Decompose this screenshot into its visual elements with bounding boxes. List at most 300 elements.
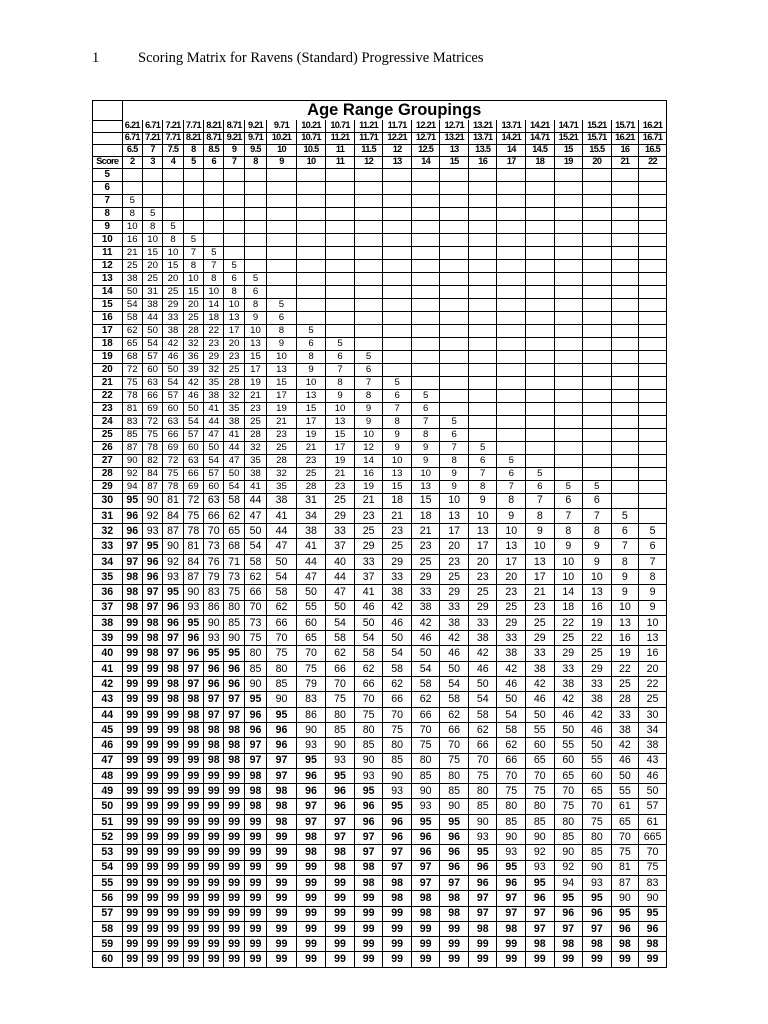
percentile-cell: 50	[554, 722, 583, 737]
percentile-cell: 61	[639, 814, 667, 829]
group-number-cell: 15	[440, 156, 469, 168]
percentile-cell: 8	[224, 285, 244, 298]
percentile-cell	[354, 285, 383, 298]
age-to-cell: 14.71	[526, 132, 555, 144]
age-from-cell: 9.21	[244, 120, 266, 132]
percentile-cell: 80	[326, 707, 355, 722]
percentile-cell: 93	[526, 860, 555, 875]
percentile-cell	[497, 389, 526, 402]
percentile-cell: 50	[354, 615, 383, 630]
percentile-cell: 75	[440, 753, 469, 768]
percentile-cell	[639, 376, 667, 389]
table-row	[93, 298, 667, 311]
percentile-cell	[554, 181, 583, 194]
percentile-cell	[526, 311, 555, 324]
score-cell: 16	[93, 311, 123, 324]
percentile-cell: 44	[267, 524, 297, 539]
percentile-cell: 9	[383, 428, 412, 441]
age-mid-cell: 15	[554, 144, 583, 156]
percentile-cell: 29	[440, 585, 469, 600]
percentile-cell	[583, 272, 612, 285]
percentile-cell: 98	[583, 937, 612, 952]
percentile-cell: 90	[142, 493, 162, 508]
percentile-cell: 42	[497, 661, 526, 676]
percentile-cell: 98	[383, 891, 412, 906]
percentile-cell	[554, 363, 583, 376]
score-cell: 46	[93, 738, 123, 753]
percentile-cell: 96	[411, 845, 440, 860]
percentile-cell: 93	[296, 738, 326, 753]
percentile-cell: 99	[163, 921, 183, 936]
percentile-cell	[326, 298, 355, 311]
percentile-cell: 50	[183, 402, 203, 415]
percentile-cell	[583, 324, 612, 337]
score-cell: 20	[93, 363, 123, 376]
percentile-cell	[639, 233, 667, 246]
percentile-cell	[554, 428, 583, 441]
percentile-cell: 99	[244, 952, 266, 967]
percentile-cell: 50	[526, 707, 555, 722]
percentile-cell	[411, 207, 440, 220]
percentile-cell	[583, 467, 612, 480]
percentile-cell	[526, 454, 555, 467]
percentile-cell	[440, 246, 469, 259]
percentile-cell: 66	[354, 677, 383, 692]
percentile-cell: 57	[163, 389, 183, 402]
age-mid-cell: 12	[383, 144, 412, 156]
percentile-cell	[354, 220, 383, 233]
percentile-cell: 99	[296, 921, 326, 936]
group-number-cell: 21	[611, 156, 639, 168]
percentile-cell: 8	[204, 272, 224, 285]
percentile-cell: 84	[163, 508, 183, 523]
percentile-cell: 7	[354, 376, 383, 389]
percentile-cell: 90	[497, 830, 526, 845]
age-to-cell: 10.21	[267, 132, 297, 144]
percentile-cell: 99	[440, 937, 469, 952]
percentile-cell: 47	[267, 539, 297, 554]
percentile-cell: 99	[296, 891, 326, 906]
percentile-cell: 96	[383, 814, 412, 829]
percentile-cell: 7	[326, 363, 355, 376]
percentile-cell: 99	[163, 707, 183, 722]
percentile-cell: 55	[554, 738, 583, 753]
percentile-cell: 25	[639, 692, 667, 707]
percentile-cell: 99	[142, 768, 162, 783]
percentile-cell: 99	[354, 952, 383, 967]
score-cell: 9	[93, 220, 123, 233]
percentile-cell: 60	[296, 615, 326, 630]
percentile-cell: 10	[554, 569, 583, 584]
percentile-cell	[224, 181, 244, 194]
percentile-cell: 85	[267, 677, 297, 692]
table-row	[93, 707, 667, 722]
age-to-cell: 16.71	[639, 132, 667, 144]
group-number-cell: 20	[583, 156, 612, 168]
percentile-cell	[383, 233, 412, 246]
percentile-cell: 99	[122, 814, 142, 829]
percentile-cell	[354, 311, 383, 324]
table-row	[93, 677, 667, 692]
percentile-cell: 6	[267, 311, 297, 324]
percentile-cell: 58	[497, 722, 526, 737]
header-row-age-mid	[93, 144, 667, 156]
percentile-cell: 66	[326, 661, 355, 676]
age-to-cell: 10.71	[296, 132, 326, 144]
percentile-cell: 96	[526, 891, 555, 906]
table-row	[93, 921, 667, 936]
percentile-cell: 25	[383, 539, 412, 554]
percentile-cell	[267, 259, 297, 272]
percentile-cell: 75	[497, 784, 526, 799]
percentile-cell: 80	[383, 738, 412, 753]
percentile-cell	[244, 259, 266, 272]
percentile-cell: 90	[611, 891, 639, 906]
percentile-cell: 22	[554, 615, 583, 630]
percentile-cell	[296, 298, 326, 311]
score-cell: 44	[93, 707, 123, 722]
percentile-cell	[554, 441, 583, 454]
percentile-cell: 28	[224, 376, 244, 389]
percentile-cell: 99	[244, 875, 266, 890]
percentile-cell: 98	[639, 937, 667, 952]
percentile-cell	[497, 194, 526, 207]
percentile-cell: 72	[122, 363, 142, 376]
group-number-cell: 3	[142, 156, 162, 168]
percentile-cell: 99	[326, 952, 355, 967]
percentile-cell: 99	[142, 937, 162, 952]
age-from-cell: 11.21	[354, 120, 383, 132]
percentile-cell: 50	[440, 661, 469, 676]
percentile-cell	[383, 311, 412, 324]
percentile-cell: 38	[611, 722, 639, 737]
percentile-cell: 99	[204, 952, 224, 967]
percentile-cell	[326, 311, 355, 324]
percentile-cell: 29	[554, 646, 583, 661]
percentile-cell: 97	[244, 738, 266, 753]
percentile-cell: 44	[244, 493, 266, 508]
percentile-cell: 86	[204, 600, 224, 615]
percentile-cell: 90	[639, 891, 667, 906]
percentile-cell	[583, 350, 612, 363]
percentile-cell: 8	[611, 554, 639, 569]
percentile-cell: 54	[142, 337, 162, 350]
percentile-cell	[440, 168, 469, 181]
percentile-cell: 33	[411, 585, 440, 600]
percentile-cell: 42	[183, 376, 203, 389]
percentile-cell	[526, 272, 555, 285]
percentile-cell	[611, 181, 639, 194]
percentile-cell: 99	[244, 906, 266, 921]
percentile-cell	[526, 233, 555, 246]
percentile-cell	[411, 259, 440, 272]
percentile-cell: 46	[468, 661, 497, 676]
table-row	[93, 467, 667, 480]
percentile-cell	[639, 220, 667, 233]
percentile-cell: 95	[244, 692, 266, 707]
percentile-cell: 7	[554, 508, 583, 523]
table-row	[93, 631, 667, 646]
percentile-cell: 9	[267, 337, 297, 350]
percentile-cell: 99	[122, 784, 142, 799]
percentile-cell: 42	[163, 337, 183, 350]
percentile-cell	[440, 350, 469, 363]
percentile-cell: 19	[296, 428, 326, 441]
percentile-cell: 99	[244, 860, 266, 875]
score-cell: 52	[93, 830, 123, 845]
percentile-cell: 10	[267, 350, 297, 363]
percentile-cell: 15	[326, 428, 355, 441]
percentile-cell	[326, 285, 355, 298]
percentile-cell	[554, 272, 583, 285]
score-cell: 13	[93, 272, 123, 285]
score-cell: 31	[93, 508, 123, 523]
percentile-cell: 42	[526, 677, 555, 692]
percentile-cell: 75	[142, 428, 162, 441]
table-row	[93, 585, 667, 600]
percentile-cell: 96	[296, 784, 326, 799]
percentile-cell	[296, 233, 326, 246]
percentile-cell: 17	[267, 389, 297, 402]
percentile-cell: 72	[163, 454, 183, 467]
percentile-cell: 96	[296, 768, 326, 783]
percentile-cell: 97	[183, 677, 203, 692]
percentile-cell	[526, 259, 555, 272]
percentile-cell	[497, 220, 526, 233]
percentile-cell	[639, 272, 667, 285]
percentile-cell	[583, 376, 612, 389]
table-row	[93, 554, 667, 569]
score-cell: 47	[93, 753, 123, 768]
percentile-cell: 97	[142, 600, 162, 615]
percentile-cell: 62	[383, 677, 412, 692]
percentile-cell: 33	[440, 600, 469, 615]
percentile-cell: 18	[554, 600, 583, 615]
percentile-cell: 98	[224, 738, 244, 753]
percentile-cell: 5	[554, 480, 583, 493]
percentile-cell: 99	[497, 952, 526, 967]
percentile-cell: 93	[497, 845, 526, 860]
score-cell: 42	[93, 677, 123, 692]
percentile-cell: 97	[497, 891, 526, 906]
percentile-cell: 41	[354, 585, 383, 600]
percentile-cell: 80	[224, 600, 244, 615]
percentile-cell: 71	[224, 554, 244, 569]
percentile-cell	[497, 168, 526, 181]
percentile-cell: 62	[411, 692, 440, 707]
age-from-cell: 12.21	[411, 120, 440, 132]
percentile-cell: 97	[296, 814, 326, 829]
percentile-cell	[639, 324, 667, 337]
percentile-cell: 44	[326, 569, 355, 584]
percentile-cell	[296, 285, 326, 298]
percentile-cell	[554, 311, 583, 324]
percentile-cell	[611, 415, 639, 428]
percentile-cell	[497, 441, 526, 454]
percentile-cell	[611, 467, 639, 480]
percentile-cell: 9	[611, 569, 639, 584]
percentile-cell: 99	[163, 753, 183, 768]
percentile-cell: 99	[204, 814, 224, 829]
percentile-cell: 99	[383, 906, 412, 921]
percentile-cell: 93	[163, 569, 183, 584]
percentile-cell	[468, 194, 497, 207]
percentile-cell: 85	[244, 661, 266, 676]
percentile-cell: 25	[224, 363, 244, 376]
percentile-cell: 38	[244, 467, 266, 480]
percentile-cell: 8	[183, 259, 203, 272]
percentile-cell	[267, 181, 297, 194]
percentile-cell: 84	[142, 467, 162, 480]
percentile-cell: 96	[468, 875, 497, 890]
table-row	[93, 569, 667, 584]
percentile-cell: 99	[204, 937, 224, 952]
percentile-cell: 5	[383, 376, 412, 389]
percentile-cell: 65	[526, 753, 555, 768]
age-from-cell: 7.71	[183, 120, 203, 132]
percentile-cell: 42	[440, 631, 469, 646]
percentile-cell	[468, 363, 497, 376]
percentile-cell	[383, 285, 412, 298]
percentile-cell	[639, 207, 667, 220]
percentile-cell	[639, 467, 667, 480]
score-cell: 36	[93, 585, 123, 600]
percentile-cell: 16	[611, 631, 639, 646]
percentile-cell	[183, 194, 203, 207]
percentile-cell: 31	[142, 285, 162, 298]
percentile-cell: 80	[554, 814, 583, 829]
percentile-cell: 99	[244, 814, 266, 829]
percentile-cell: 17	[326, 441, 355, 454]
percentile-cell: 85	[440, 784, 469, 799]
table-row	[93, 285, 667, 298]
percentile-cell: 98	[296, 845, 326, 860]
percentile-cell: 75	[526, 784, 555, 799]
age-to-cell: 7.71	[163, 132, 183, 144]
percentile-cell	[554, 402, 583, 415]
percentile-cell: 5	[122, 194, 142, 207]
percentile-cell: 63	[142, 376, 162, 389]
age-to-cell: 13.71	[468, 132, 497, 144]
percentile-cell: 97	[554, 921, 583, 936]
percentile-cell: 99	[122, 830, 142, 845]
score-cell: 23	[93, 402, 123, 415]
percentile-cell: 62	[224, 508, 244, 523]
percentile-cell	[583, 298, 612, 311]
percentile-cell: 99	[183, 952, 203, 967]
percentile-cell: 50	[326, 600, 355, 615]
percentile-cell: 6	[383, 389, 412, 402]
percentile-cell	[468, 181, 497, 194]
percentile-cell: 46	[583, 722, 612, 737]
percentile-cell: 97	[204, 692, 224, 707]
table-row	[93, 875, 667, 890]
percentile-cell: 29	[497, 615, 526, 630]
percentile-cell: 8	[122, 207, 142, 220]
percentile-cell: 90	[296, 722, 326, 737]
percentile-cell: 79	[296, 677, 326, 692]
age-from-cell: 16.21	[639, 120, 667, 132]
percentile-cell: 99	[267, 875, 297, 890]
percentile-cell	[554, 389, 583, 402]
percentile-cell: 38	[122, 272, 142, 285]
percentile-cell: 99	[122, 738, 142, 753]
percentile-cell: 99	[326, 875, 355, 890]
percentile-cell: 90	[267, 692, 297, 707]
percentile-cell: 68	[224, 539, 244, 554]
percentile-cell: 38	[526, 661, 555, 676]
age-mid-cell: 11	[326, 144, 355, 156]
score-cell: 55	[93, 875, 123, 890]
percentile-cell: 99	[204, 830, 224, 845]
percentile-cell: 20	[224, 337, 244, 350]
percentile-cell: 23	[497, 585, 526, 600]
percentile-cell: 58	[122, 311, 142, 324]
percentile-cell: 13	[468, 524, 497, 539]
percentile-cell: 16	[122, 233, 142, 246]
percentile-cell: 50	[163, 363, 183, 376]
percentile-cell: 70	[526, 768, 555, 783]
percentile-cell	[611, 324, 639, 337]
age-to-cell: 15.21	[554, 132, 583, 144]
score-cell: 7	[93, 194, 123, 207]
percentile-cell: 98	[142, 631, 162, 646]
score-cell: 27	[93, 454, 123, 467]
percentile-cell: 25	[142, 272, 162, 285]
percentile-cell	[583, 181, 612, 194]
percentile-cell: 33	[468, 615, 497, 630]
percentile-cell: 62	[122, 324, 142, 337]
page-number: 1	[92, 50, 100, 66]
percentile-cell: 70	[583, 799, 612, 814]
percentile-cell: 32	[267, 467, 297, 480]
percentile-cell: 98	[244, 768, 266, 783]
age-to-cell: 12.21	[383, 132, 412, 144]
percentile-cell: 13	[440, 508, 469, 523]
percentile-cell: 8	[526, 508, 555, 523]
percentile-cell: 99	[183, 814, 203, 829]
percentile-cell: 95	[411, 814, 440, 829]
score-cell: 45	[93, 722, 123, 737]
percentile-cell	[204, 194, 224, 207]
percentile-cell: 98	[267, 784, 297, 799]
percentile-cell	[122, 181, 142, 194]
percentile-cell: 6	[296, 337, 326, 350]
percentile-cell: 5	[583, 480, 612, 493]
percentile-cell	[583, 441, 612, 454]
percentile-cell: 99	[224, 784, 244, 799]
percentile-cell: 30	[639, 707, 667, 722]
percentile-cell: 21	[326, 467, 355, 480]
score-cell: 40	[93, 646, 123, 661]
percentile-cell	[583, 220, 612, 233]
percentile-cell	[611, 311, 639, 324]
percentile-cell: 6	[411, 402, 440, 415]
percentile-cell: 38	[267, 493, 297, 508]
percentile-cell: 92	[526, 845, 555, 860]
percentile-cell: 36	[183, 350, 203, 363]
percentile-cell	[267, 168, 297, 181]
percentile-cell: 73	[244, 615, 266, 630]
percentile-cell	[244, 220, 266, 233]
percentile-cell	[639, 402, 667, 415]
percentile-cell: 10	[244, 324, 266, 337]
percentile-cell	[639, 508, 667, 523]
percentile-cell: 9	[526, 524, 555, 539]
percentile-cell	[526, 168, 555, 181]
percentile-cell: 97	[583, 921, 612, 936]
percentile-cell: 62	[267, 600, 297, 615]
